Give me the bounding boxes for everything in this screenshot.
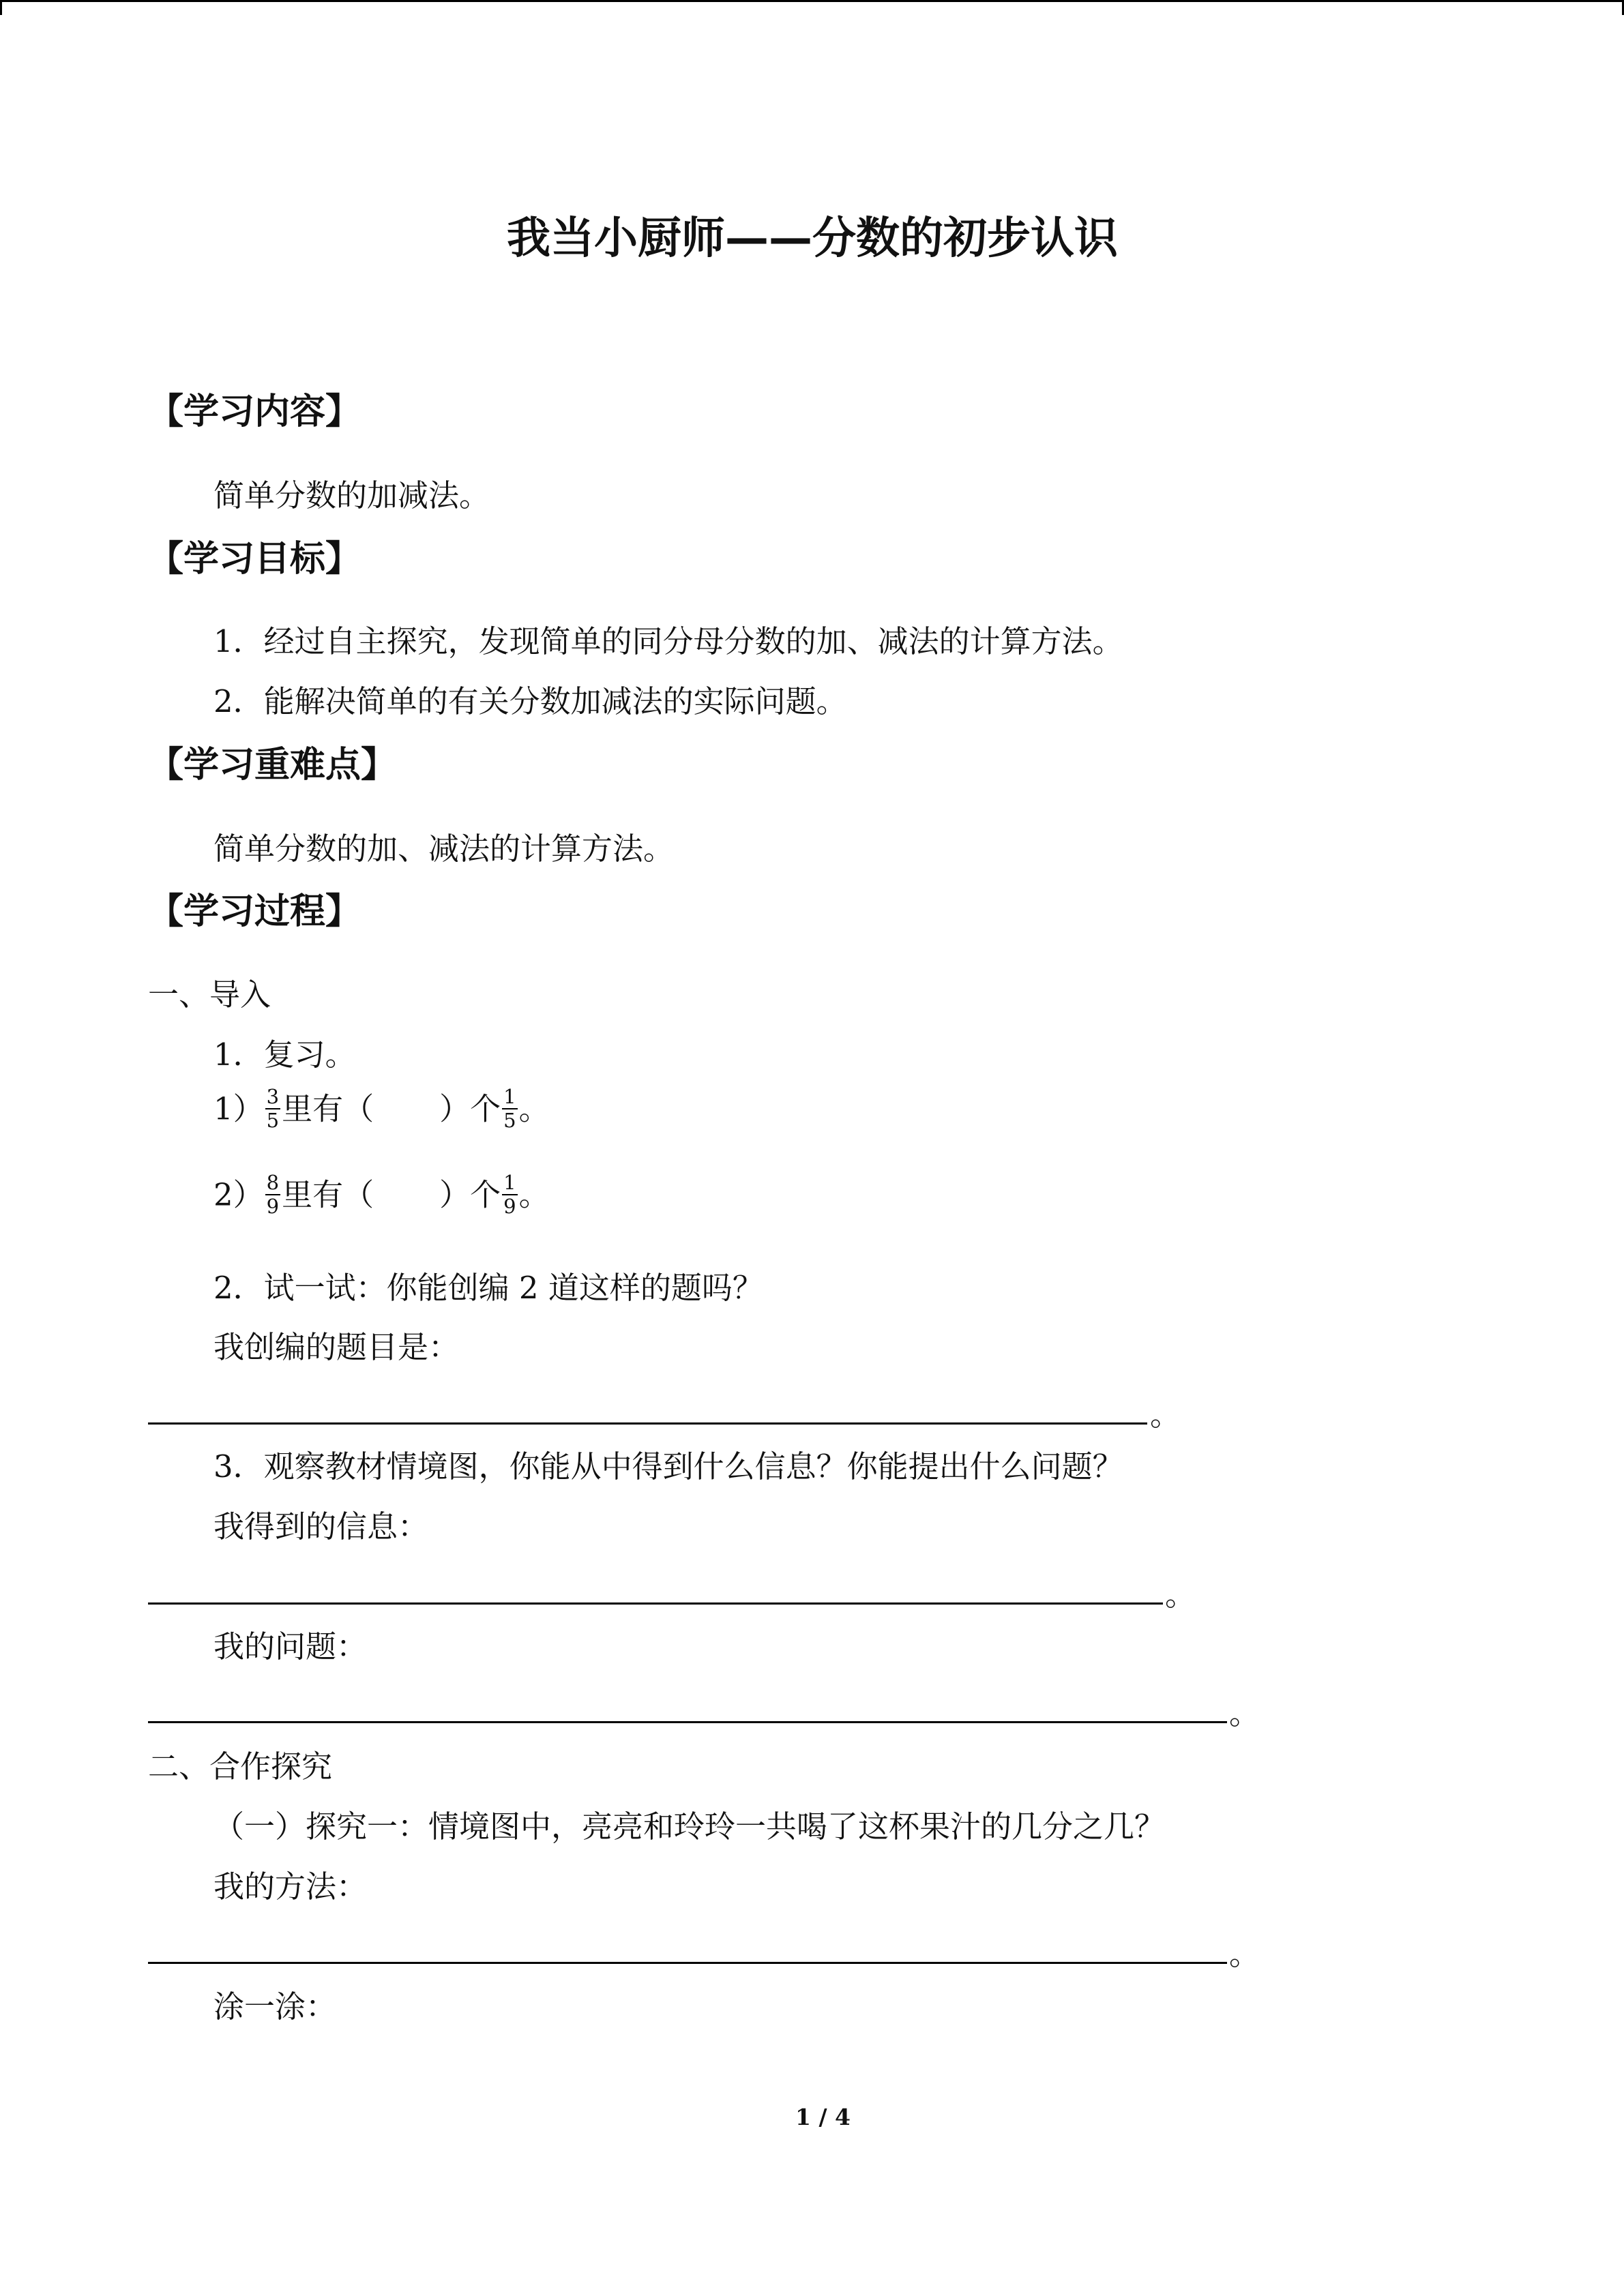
review-question-1 (213, 1085, 550, 1133)
line-end-period: 。 (1150, 1397, 1181, 1433)
heading-key-points: 【学习重难点】 (148, 745, 397, 786)
page-left-border (0, 0, 2, 15)
page-top-border (0, 0, 1624, 2)
q1-prefix: 1） (213, 1090, 264, 1127)
fraction-one-fifth (502, 1087, 517, 1131)
answer-line-info[interactable] (148, 1602, 1163, 1605)
heading-learning-goals: 【学习目标】 (148, 539, 361, 580)
fraction-numerator: 8 (266, 1171, 280, 1194)
fraction-denominator: 5 (503, 1109, 516, 1132)
goal-item-1: 1．经过自主探究，发现简单的同分母分数的加、减法的计算方法。 (213, 623, 1123, 659)
line-end-period: 。 (1229, 1936, 1260, 1972)
page-title: 我当小厨师——分数的初步认识 (507, 213, 1118, 264)
q2-end: 。 (518, 1176, 550, 1213)
key-points-text: 简单分数的加、减法的计算方法。 (213, 831, 675, 867)
fraction-numerator: 1 (503, 1171, 516, 1194)
problem-label: 我的问题： (213, 1628, 368, 1665)
q1-close-text: ）个 (439, 1090, 501, 1127)
explore-1-prompt: （一）探究一：情境图中，亮亮和玲玲一共喝了这杯果汁的几分之几？ (213, 1808, 1166, 1845)
observe-prompt: 3．观察教材情境图，你能从中得到什么信息？你能提出什么问题？ (213, 1448, 1123, 1485)
page-number: 1 / 4 (795, 2104, 851, 2130)
fraction-denominator: 9 (503, 1195, 516, 1218)
review-question-2 (213, 1171, 550, 1219)
method-label: 我的方法： (213, 1868, 368, 1905)
try-it-prompt: 2．试一试：你能创编 2 道这样的题吗？ (213, 1270, 763, 1306)
q2-middle-text: 里有（ (282, 1176, 374, 1213)
learning-content-text: 简单分数的加减法。 (213, 477, 490, 513)
line-end-period: 。 (1229, 1695, 1260, 1731)
section-explore-heading: 二、合作探究 (148, 1748, 333, 1785)
review-label: 1．复习。 (213, 1037, 356, 1073)
line-end-period: 。 (1165, 1577, 1196, 1613)
fraction-numerator: 3 (266, 1085, 280, 1108)
info-label: 我得到的信息： (213, 1508, 429, 1545)
fraction-eight-ninths (265, 1173, 280, 1217)
q2-prefix: 2） (213, 1176, 264, 1213)
fraction-numerator: 1 (503, 1085, 516, 1108)
fraction-three-fifths (265, 1087, 280, 1131)
fraction-denominator: 5 (266, 1109, 280, 1132)
q2-close-text: ）个 (439, 1176, 501, 1213)
fraction-denominator: 9 (266, 1195, 280, 1218)
answer-line-problem[interactable] (148, 1721, 1227, 1723)
goal-item-2: 2．能解决简单的有关分数加减法的实际问题。 (213, 683, 847, 719)
answer-line-method[interactable] (148, 1962, 1227, 1964)
section-intro-heading: 一、导入 (148, 976, 271, 1013)
my-question-label: 我创编的题目是： (213, 1329, 460, 1365)
fraction-one-ninth (502, 1173, 517, 1217)
q1-end: 。 (518, 1090, 550, 1127)
heading-learning-process: 【学习过程】 (148, 891, 361, 932)
q1-middle-text: 里有（ (282, 1090, 374, 1127)
heading-learning-content: 【学习内容】 (148, 391, 361, 432)
answer-line-my-question[interactable] (148, 1422, 1147, 1425)
color-in-label: 涂一涂： (213, 1988, 337, 2025)
